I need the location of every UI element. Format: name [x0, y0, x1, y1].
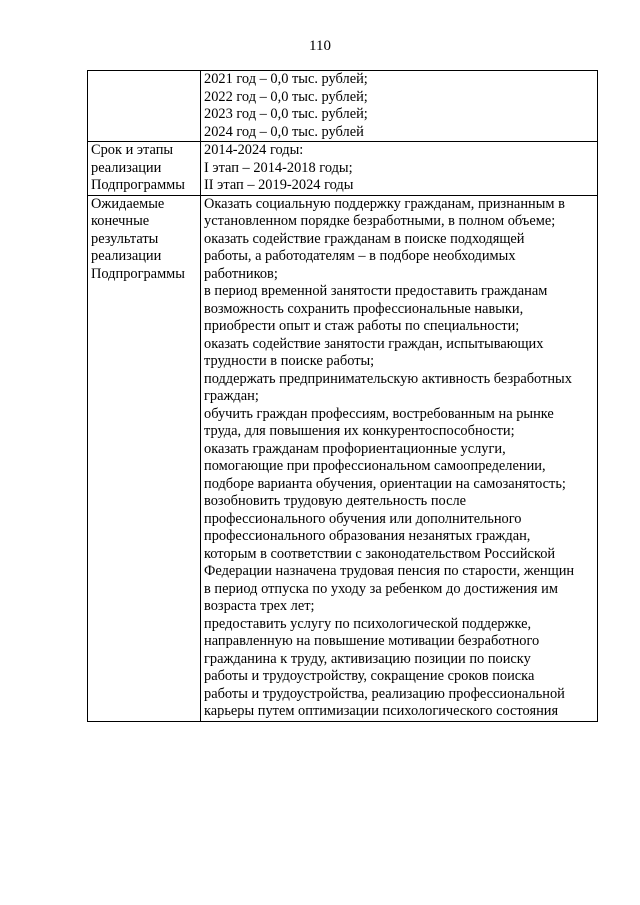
label-line: конечные: [91, 213, 150, 229]
content-line: карьеры путем оптимизации психологического состояния: [204, 703, 559, 719]
content-cell: [201, 71, 598, 142]
content-cell: [201, 142, 598, 196]
content-line: возобновить трудовую деятельность после: [204, 493, 467, 509]
content-line: возможность сохранить профессиональные навыки,: [204, 300, 524, 317]
label-line: результаты: [91, 230, 159, 247]
content-line: работы и трудоустройству, сокращение сроков поиска: [204, 668, 535, 684]
content-line: профессионального образования незанятых граждан,: [204, 528, 531, 544]
content-line: возраста трех лет;: [204, 598, 315, 614]
content-line: труда, для повышения их конкурентоспособности;: [204, 423, 515, 439]
content-cell: [201, 195, 598, 721]
content-line: оказать содействие гражданам в поиске подходящей: [204, 230, 525, 247]
page-number: 110: [309, 38, 331, 54]
table-row-funding: [88, 71, 598, 142]
content-line: трудности в поиске работы;: [204, 353, 375, 369]
content-line: установленном порядке безработными, в полном объеме;: [204, 213, 556, 229]
content-line: оказать содействие занятости граждан, испытывающих: [204, 335, 544, 352]
label-line: Срок и этапы: [91, 142, 174, 158]
label-line: Подпрограммы: [91, 177, 185, 193]
table-row-expected-results: [88, 195, 598, 721]
content-line: 2023 год – 0,0 тыс. рублей;: [204, 106, 368, 122]
content-line: Оказать социальную поддержку гражданам, признанным в: [204, 195, 565, 212]
content-line: подборе варианта обучения, ориентации на самозанятость;: [204, 475, 566, 492]
label-cell: [88, 195, 201, 721]
content-line: гражданина к труду, активизацию позиции по поиску: [204, 650, 531, 667]
table-row-timeline: [88, 142, 598, 196]
content-line: II этап – 2019-2024 годы: [204, 177, 354, 193]
content-line: работы и трудоустройства, реализацию профессиональной: [204, 685, 565, 702]
content-line: 2022 год – 0,0 тыс. рублей;: [204, 88, 368, 105]
content-line: обучить граждан профессиям, востребованным на рынке: [204, 405, 554, 422]
content-line: Федерации назначена трудовая пенсия по старости, женщин: [204, 563, 575, 579]
content-line: помогающие при профессиональном самоопределении,: [204, 458, 546, 474]
label-line: Подпрограммы: [91, 265, 185, 282]
label-line: реализации: [91, 248, 162, 264]
content-line: приобрести опыт и стаж работы по специальности;: [204, 318, 520, 334]
content-line: в период отпуска по уходу за ребенком до достижения им: [204, 580, 558, 597]
content-line: 2024 год – 0,0 тыс. рублей: [204, 123, 364, 140]
content-line: которым в соответствии с законодательством Российской: [204, 545, 556, 562]
content-line: в период временной занятости предоставить гражданам: [204, 283, 548, 299]
content-line: оказать гражданам профориентационные услуги,: [204, 440, 506, 457]
label-cell: [88, 142, 201, 196]
label-cell: [88, 71, 201, 142]
content-line: I этап – 2014-2018 годы;: [204, 159, 353, 176]
content-line: 2014-2024 годы:: [204, 142, 304, 158]
content-line: поддержать предпринимательскую активность безработных: [204, 370, 572, 387]
content-line: работников;: [204, 265, 278, 282]
content-line: работы, а работодателям – в подборе необходимых: [204, 248, 516, 264]
label-line: Ожидаемые: [91, 195, 165, 212]
content-line: направленную на повышение мотивации безработного: [204, 633, 540, 649]
content-line: предоставить услугу по психологической поддержке,: [204, 615, 532, 632]
content-line: профессионального обучения или дополнительного: [204, 510, 522, 527]
content-line: 2021 год – 0,0 тыс. рублей;: [204, 71, 368, 87]
content-line: граждан;: [204, 388, 259, 404]
label-line: реализации: [91, 159, 162, 176]
program-table: [87, 70, 598, 722]
